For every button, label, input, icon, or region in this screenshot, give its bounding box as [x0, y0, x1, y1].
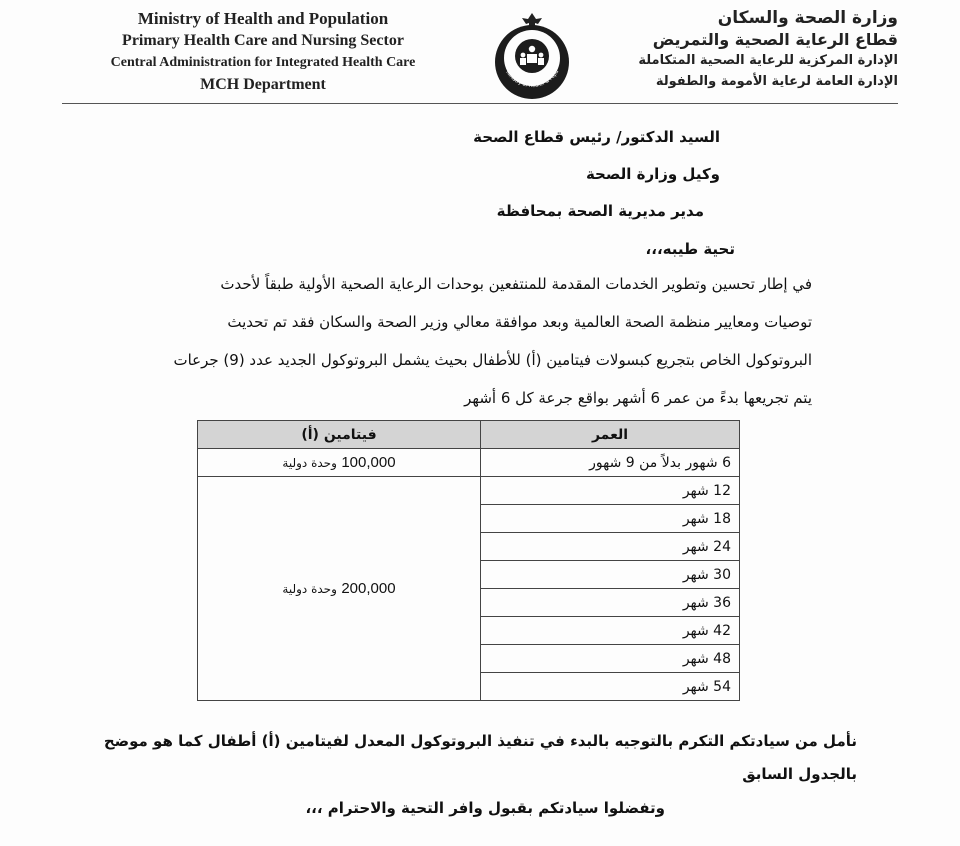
dose-unit: وحدة دولية — [282, 456, 337, 470]
sector-name-en: Primary Health Care and Nursing Sector — [122, 32, 404, 49]
age-cell: 48 شهر — [481, 645, 740, 673]
table-header-row — [198, 421, 740, 449]
dose-value: 100,000 — [341, 454, 396, 471]
table-row — [198, 449, 740, 477]
addressee-line-2: وكيل وزارة الصحة — [585, 165, 720, 183]
body-line-3: البروتوكول الخاص بتجريع كبسولات فيتامين (أ) للأطفال بحيث يشمل البروتوكول الجديد عدد (9) جرعات — [173, 351, 812, 369]
dose-column-header: فيتامين (أ) — [198, 421, 481, 449]
age-cell: 30 شهر — [481, 561, 740, 589]
closing-line-1: نأمل من سيادتكم التكرم بالتوجيه بالبدء في تنفيذ البروتوكول المعدل لفيتامين (أ) أطفال كما هو موضح — [103, 732, 857, 750]
vitamin-a-schedule-table — [197, 420, 740, 701]
sector-name-ar: قطاع الرعاية الصحية والتمريض — [652, 30, 898, 49]
table-row — [198, 477, 740, 505]
ministry-logo-icon — [486, 10, 578, 102]
closing-line-2: بالجدول السابق — [742, 765, 857, 783]
addressee-line-1: السيد الدكتور/ رئيس قطاع الصحة — [473, 128, 720, 146]
age-cell: 24 شهر — [481, 533, 740, 561]
closing-line-3: وتفضلوا سيادتكم بقبول وافر التحية والاحترام ،،، — [305, 799, 665, 817]
dose-value: 200,000 — [341, 580, 396, 597]
age-cell: 54 شهر — [481, 673, 740, 701]
age-cell: 18 شهر — [481, 505, 740, 533]
ministry-name-en: Ministry of Health and Population — [137, 9, 389, 28]
age-cell: 36 شهر — [481, 589, 740, 617]
administration-name-en: Central Administration for Integrated Health Care — [110, 55, 416, 70]
department-name-ar: الإدارة العامة لرعاية الأمومة والطفولة — [655, 74, 898, 89]
header-divider — [62, 103, 898, 104]
dose-unit: وحدة دولية — [282, 582, 337, 596]
addressee-line-3: مدير مديرية الصحة بمحافظة — [496, 202, 704, 220]
ministry-name-ar: وزارة الصحة والسكان — [717, 8, 898, 28]
age-cell: 6 شهور بدلاً من 9 شهور — [481, 449, 740, 477]
age-cell: 42 شهر — [481, 617, 740, 645]
logo-text: Ministry of Health & Popu — [504, 69, 561, 90]
greeting: تحية طيبه،،، — [645, 240, 735, 258]
header-arabic — [618, 8, 898, 92]
body-line-1: في إطار تحسين وتطوير الخدمات المقدمة للمنتفعين بوحدات الرعاية الصحية الأولية طبقاً لأحدث — [220, 275, 812, 293]
dose-cell — [198, 449, 481, 477]
age-cell: 12 شهر — [481, 477, 740, 505]
header-english — [88, 8, 438, 96]
age-column-header: العمر — [481, 421, 740, 449]
body-line-2: توصيات ومعايير منظمة الصحة العالمية وبعد موافقة معالي وزير الصحة والسكان فقد تم تحديث — [227, 313, 812, 331]
body-line-4: يتم تجريعها بدءً من عمر 6 أشهر بواقع جرعة كل 6 أشهر — [464, 389, 812, 407]
dose-cell-merged — [198, 477, 481, 701]
department-name-en: MCH Department — [200, 76, 326, 93]
administration-name-ar: الإدارة المركزية للرعاية الصحية المتكاملة — [638, 53, 898, 68]
